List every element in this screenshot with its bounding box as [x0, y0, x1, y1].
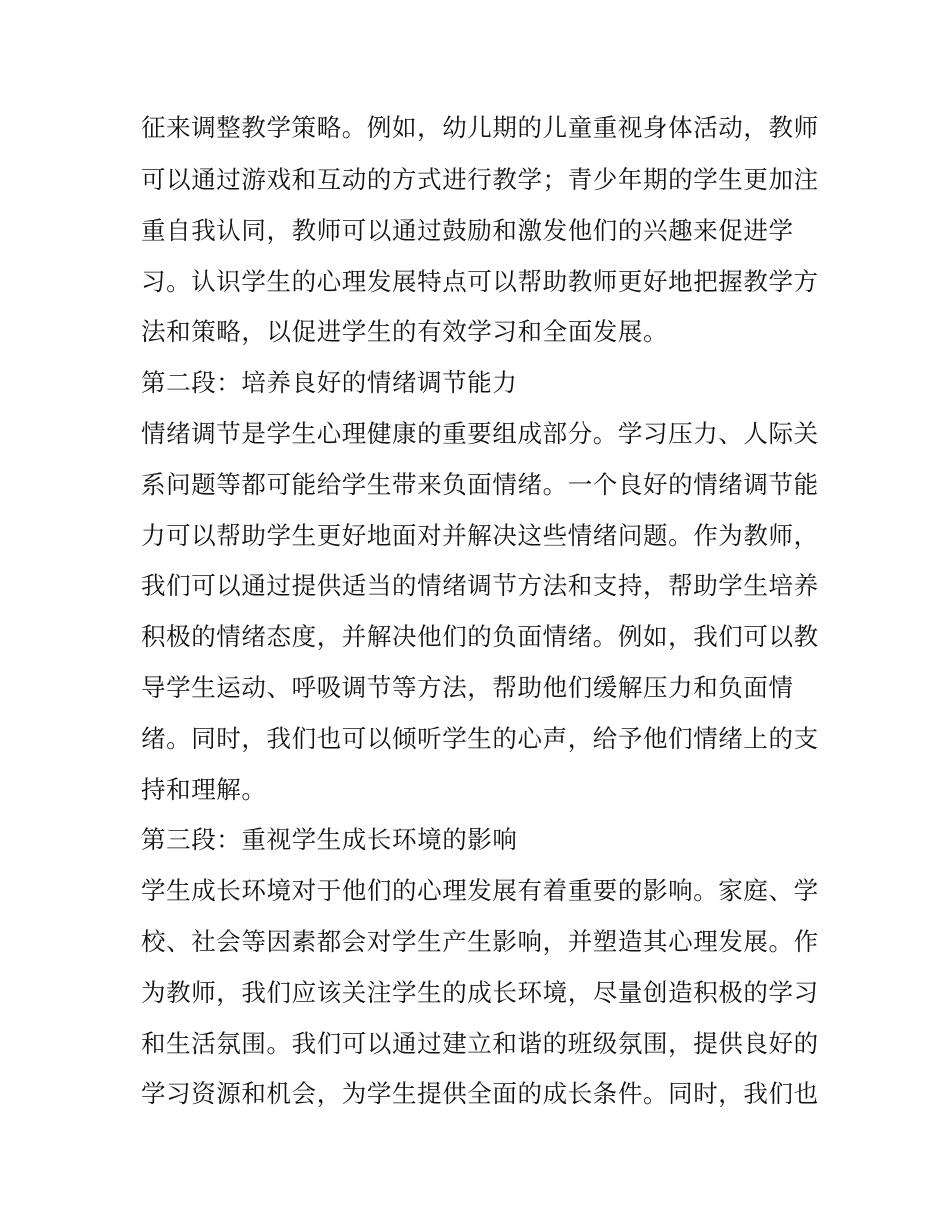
text-line: 和生活氛围。我们可以通过建立和谐的班级氛围，提供良好的: [141, 1029, 819, 1058]
text-line: 为教师，我们应该关注学生的成长环境，尽量创造积极的学习: [141, 978, 819, 1007]
text-line: 校、社会等因素都会对学生产生影响，并塑造其心理发展。作: [141, 927, 819, 956]
text-line: 力可以帮助学生更好地面对并解决这些情绪问题。作为教师，: [141, 521, 819, 550]
text-line: 征来调整教学策略。例如，幼儿期的儿童重视身体活动，教师: [141, 113, 819, 142]
text-line: 积极的情绪态度，并解决他们的负面情绪。例如，我们可以教: [141, 622, 819, 651]
section-heading: 第二段：培养良好的情绪调节能力: [141, 368, 518, 397]
text-line: 可以通过游戏和互动的方式进行教学；青少年期的学生更加注: [141, 165, 819, 194]
text-line: 我们可以通过提供适当的情绪调节方法和支持，帮助学生培养: [141, 571, 819, 600]
text-line: 学习资源和机会，为学生提供全面的成长条件。同时，我们也: [141, 1079, 819, 1108]
section-heading: 第三段：重视学生成长环境的影响: [141, 825, 518, 854]
text-line: 学生成长环境对于他们的心理发展有着重要的影响。家庭、学: [141, 876, 819, 905]
text-line: 导学生运动、呼吸调节等方法，帮助他们缓解压力和负面情: [141, 673, 794, 702]
text-line: 习。认识学生的心理发展特点可以帮助教师更好地把握教学方: [141, 267, 819, 296]
text-line: 法和策略，以促进学生的有效学习和全面发展。: [141, 317, 669, 346]
text-line: 系问题等都可能给学生带来负面情绪。一个良好的情绪调节能: [141, 470, 819, 499]
text-line: 持和理解。: [141, 775, 267, 804]
text-line: 绪。同时，我们也可以倾听学生的心声，给予他们情绪上的支: [141, 724, 819, 753]
text-line: 重自我认同，教师可以通过鼓励和激发他们的兴趣来促进学: [141, 216, 794, 245]
text-line: 情绪调节是学生心理健康的重要组成部分。学习压力、人际关: [141, 419, 819, 448]
